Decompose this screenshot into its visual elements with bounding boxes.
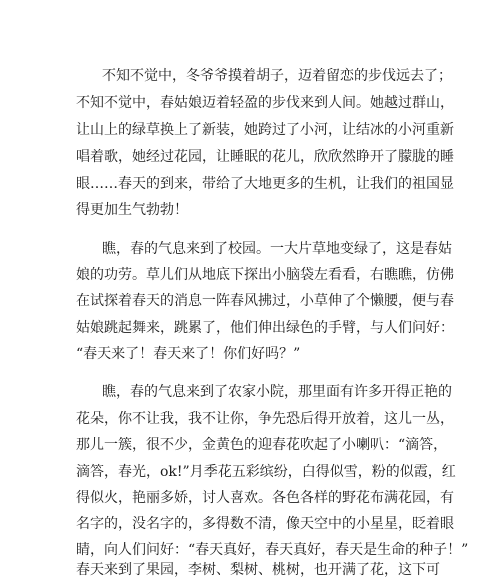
text-line: 瞧，春的气息来到了校园。一大片草地变绿了，这是春姑 — [102, 241, 452, 257]
text-line: 得似火，艳丽多娇，讨人喜欢。各色各样的野花布满花园，有 — [76, 490, 454, 506]
text-line: 在试探着春天的消息一阵春风拂过，小草伸了个懒腰，便与春 — [76, 293, 454, 309]
text-line: 那儿一簇，很不少，金黄色的迎春花吹起了小喇叭：“滴答， — [76, 437, 448, 453]
text-line: 让山上的绿草换上了新装，她跨过了小河，让结冰的小河重新 — [76, 122, 454, 138]
text-line: 姑娘跳起舞来，跳累了，他们伸出绿色的手臂，与人们问好： — [76, 320, 454, 336]
text-line: 滴答，春光，ok!”月季花五彩缤纷，白得似雪，粉的似霞，红 — [76, 464, 456, 480]
text-line: 眼……春天的到来，带给了大地更多的生机，让我们的祖国显 — [76, 176, 454, 192]
text-line: 不知不觉中，春姑娘迈着轻盈的步伐来到人间。她越过群山， — [76, 95, 454, 111]
text-line: 得更加生气勃勃！ — [76, 202, 188, 218]
text-line: 春天来到了果园，李树、梨树、桃树，也开满了花，这下可 — [76, 562, 440, 578]
text-line: 花朵，你不让我，我不让你，争先恐后得开放着，这儿一丛， — [76, 411, 454, 427]
text-line: “春天来了！春天来了！你们好吗？” — [76, 346, 301, 362]
text-line: 不知不觉中，冬爷爷摸着胡子，迈着留恋的步伐远去了； — [102, 68, 452, 84]
text-line: 名字的，没名字的，多得数不清，像天空中的小星星，眨着眼 — [76, 516, 454, 532]
text-line: 瞧，春的气息来到了农家小院，那里面有许多开得正艳的 — [102, 384, 452, 400]
text-line: 唱着歌，她经过花园，让睡眠的花儿，欣欣然睁开了朦胧的睡 — [76, 149, 454, 165]
text-line: 睛，向人们问好：“春天真好，春天真好，春天是生命的种子！” — [76, 542, 469, 558]
text-line: 娘的功劳。草儿们从地底下探出小脑袋左看看，右瞧瞧，仿佛 — [76, 267, 454, 283]
